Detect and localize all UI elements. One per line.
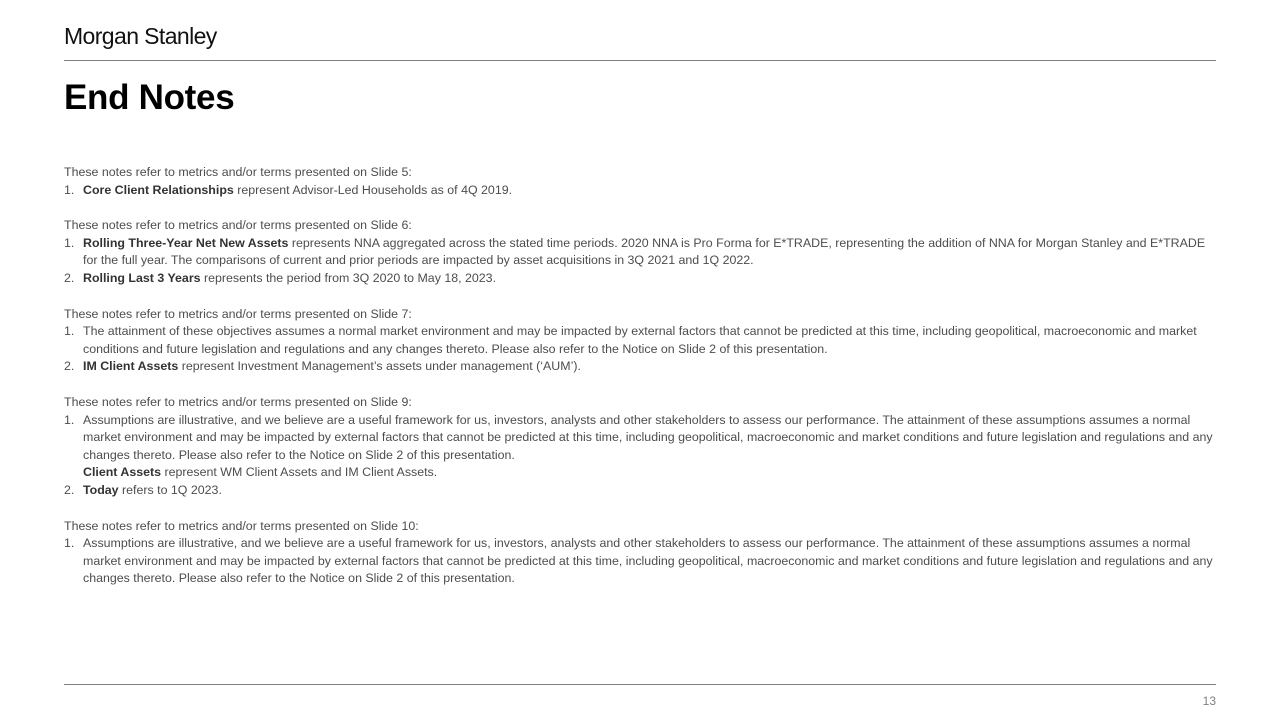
note-number: 2.: [64, 270, 75, 285]
note-item: [64, 535, 1216, 588]
note-text: refers to 1Q 2023.: [118, 482, 222, 497]
note-text: represent Advisor-Led Households as of 4Q 2019.: [233, 182, 513, 197]
note-item: [64, 323, 1216, 358]
notes-section-slide-10: [64, 518, 1216, 588]
note-text: Assumptions are illustrative, and we believe are a useful framework for us, investors, analysts and other stakeholders to assess our performance. The attainment of these assumptions assumes a normal market environment and may be impacted by external factors that cannot be predicted at this time, including geopolitical, macroeconomic and market conditions and future legislation and regulations and any changes thereto. Please also refer to the Notice on Slide 2 of this presentation.: [83, 536, 1213, 586]
section-intro: These notes refer to metrics and/or terms presented on Slide 9:: [64, 394, 412, 409]
section-intro: These notes refer to metrics and/or terms presented on Slide 6:: [64, 218, 412, 233]
note-text: represents the period from 3Q 2020 to May 18, 2023.: [200, 270, 497, 285]
morgan-stanley-logo: Morgan Stanley: [64, 23, 217, 49]
note-number: 2.: [64, 359, 75, 374]
notes-section-slide-5: [64, 164, 1216, 199]
note-text: represent Investment Management’s assets under management (‘AUM’).: [178, 359, 581, 374]
notes-section-slide-9: [64, 394, 1216, 500]
note-text: Assumptions are illustrative, and we believe are a useful framework for us, investors, analysts and other stakeholders to assess our performance. The attainment of these assumptions assumes a normal market environment and may be impacted by external factors that cannot be predicted at this time, including geopolitical, macroeconomic and market conditions and future legislation and regulations and any changes thereto. Please also refer to the Notice on Slide 2 of this presentation.: [83, 412, 1213, 462]
note-term: Rolling Three-Year Net New Assets: [83, 235, 289, 250]
page-title: End Notes: [64, 78, 235, 117]
note-item: [64, 235, 1216, 270]
note-term: IM Client Assets: [83, 359, 179, 374]
note-item: [64, 270, 1216, 288]
note-item: [64, 182, 1216, 200]
note-number: 1.: [64, 324, 75, 339]
notes-section-slide-7: [64, 306, 1216, 376]
note-term: Rolling Last 3 Years: [83, 270, 201, 285]
section-intro: These notes refer to metrics and/or terms presented on Slide 5:: [64, 165, 412, 179]
page-number: 13: [1202, 694, 1216, 708]
footer-divider: [64, 684, 1216, 685]
note-sub-term: Client Assets: [83, 465, 162, 480]
note-number: 1.: [64, 182, 75, 197]
section-intro: These notes refer to metrics and/or terms presented on Slide 10:: [64, 518, 419, 533]
note-text: The attainment of these objectives assumes a normal market environment and may be impacted by external factors that cannot be predicted at this time, including geopolitical, macroeconomic and market conditions and future legislation and regulations and any changes thereto. Please also refer to the Notice on Slide 2 of this presentation.: [83, 324, 1197, 356]
note-number: 1.: [64, 235, 75, 250]
header-divider: [64, 60, 1216, 61]
note-number: 1.: [64, 536, 75, 551]
note-term: Today: [83, 482, 119, 497]
note-term: Core Client Relationships: [83, 182, 234, 197]
note-sub-text: represent WM Client Assets and IM Client Assets.: [161, 465, 438, 480]
note-item: [64, 412, 1216, 482]
note-text: represents NNA aggregated across the stated time periods. 2020 NNA is Pro Forma for E*TRADE, representing the addition of NNA for Morgan Stanley and E*TRADE for the full year. The comparisons of current and prior periods are impacted by asset acquisitions in 3Q 2021 and 1Q 2022.: [83, 235, 1206, 268]
note-number: 2.: [64, 482, 75, 497]
note-item: [64, 358, 1216, 376]
note-number: 1.: [64, 412, 75, 427]
note-item: [64, 482, 1216, 500]
section-intro: These notes refer to metrics and/or terms presented on Slide 7:: [64, 306, 412, 321]
end-notes-body: [64, 164, 1216, 606]
notes-section-slide-6: [64, 217, 1216, 287]
